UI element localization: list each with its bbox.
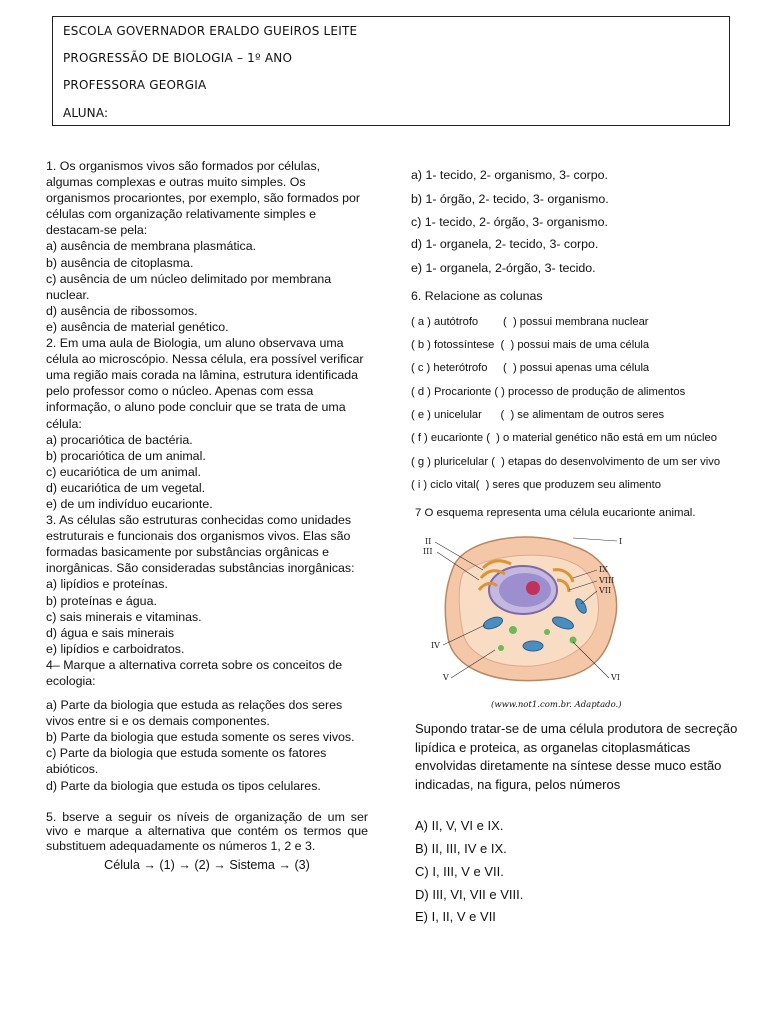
- q2-option-e: e) de um indivíduo eucarionte.: [46, 496, 213, 511]
- q6-row-g: ( g ) pluricelular ( ) etapas do desenvolvimento de um ser vivo: [411, 456, 721, 468]
- q6-row-b: ( b ) fotossíntese ( ) possui mais de uma célula: [411, 339, 650, 351]
- q2-option-c: c) eucariótica de um animal.: [46, 464, 201, 479]
- q4-option-b: b) Parte da biologia que estuda somente os seres vivos.: [46, 730, 355, 745]
- student-field[interactable]: ALUNA:: [63, 106, 109, 120]
- q5-option-c: c) 1- tecido, 2- órgão, 3- organismo.: [411, 215, 608, 229]
- q7-option-d: D) III, VI, VII e VIII.: [415, 887, 524, 902]
- q5-option-b: b) 1- órgão, 2- tecido, 3- organismo.: [411, 192, 609, 206]
- label-V: V: [443, 673, 449, 682]
- q4-option-c: c) Parte da biologia que estuda somente os fatores abióticos.: [46, 746, 327, 777]
- label-IX: IX: [599, 565, 608, 574]
- q7-option-b: B) II, III, IV e IX.: [415, 841, 507, 856]
- q7-stem: Supondo tratar-se de uma célula produtora de secreção lipídica e proteica, as organelas citoplasmáticas envolvidas diretamente na síntese desse muco estão indicadas, na figura, pelos números: [415, 721, 738, 792]
- q3-option-c: c) sais minerais e vitaminas.: [46, 609, 202, 624]
- q2-option-b: b) procariótica de um animal.: [46, 448, 206, 463]
- q6-row-a: ( a ) autótrofo ( ) possui membrana nuclear: [411, 316, 649, 328]
- q4-option-a: a) Parte da biologia que estuda as relações dos seres vivos entre si e os demais componentes.: [46, 698, 343, 729]
- header-box: [52, 16, 730, 126]
- q3-option-e: e) lipídios e carboidratos.: [46, 641, 185, 656]
- q5-option-d: d) 1- organela, 2- tecido, 3- corpo.: [411, 237, 599, 251]
- q2-option-d: d) eucariótica de um vegetal.: [46, 480, 206, 495]
- course-title: PROGRESSÃO DE BIOLOGIA – 1º ANO: [63, 51, 293, 65]
- q7-option-c: C) I, III, V e VII.: [415, 864, 504, 879]
- q4-option-d: d) Parte da biologia que estuda os tipos celulares.: [46, 778, 321, 793]
- q5-option-e: e) 1- organela, 2-órgão, 3- tecido.: [411, 261, 596, 275]
- label-VI: VI: [611, 673, 620, 682]
- label-III: III: [423, 547, 433, 556]
- label-VIII: VIII: [599, 576, 615, 585]
- label-II: II: [425, 537, 432, 546]
- figure-credit: (www.not1.com.br. Adaptado.): [491, 700, 622, 710]
- cell-diagram: [423, 528, 633, 688]
- q6-row-f: ( f ) eucarionte ( ) o material genético não está em um núcleo: [411, 432, 717, 444]
- q6-row-d: ( d ) Procarionte ( ) processo de produção de alimentos: [411, 386, 686, 398]
- q4-stem: 4– Marque a alternativa correta sobre os conceitos de ecologia:: [46, 657, 343, 688]
- nucleus: [489, 566, 557, 614]
- q5-option-a: a) 1- tecido, 2- organismo, 3- corpo.: [411, 168, 608, 182]
- left-column: [46, 158, 368, 873]
- q7-option-a: A) II, V, VI e IX.: [415, 818, 504, 833]
- q2-option-a: a) procariótica de bactéria.: [46, 432, 193, 447]
- q6-stem: 6. Relacione as colunas: [411, 289, 543, 303]
- q3-option-d: d) água e sais minerais: [46, 625, 175, 640]
- q1-option-e: e) ausência de material genético.: [46, 319, 229, 334]
- q1-option-a: a) ausência de membrana plasmática.: [46, 239, 257, 254]
- q7-title: 7 O esquema representa uma célula eucarionte animal.: [415, 507, 696, 519]
- q6-row-c: ( c ) heterótrofo ( ) possui apenas uma célula: [411, 362, 650, 374]
- q3-stem: 3. As células são estruturas conhecidas como unidades estruturais e funcionais dos organismos vivos. Elas são formadas basicamente por substâncias orgânicas e inorgânicas. São consideradas substâncias inorgânicas:: [46, 513, 355, 576]
- teacher-name: PROFESSORA GEORGIA: [63, 78, 207, 92]
- q6-row-e: ( e ) unicelular ( ) se alimentam de outros seres: [411, 409, 665, 421]
- q3-option-b: b) proteínas e água.: [46, 593, 157, 608]
- q5-formula: Célula → (1) → (2) → Sistema → (3): [104, 858, 310, 873]
- school-name: ESCOLA GOVERNADOR ERALDO GUEIROS LEITE: [63, 24, 358, 38]
- q1-option-b: b) ausência de citoplasma.: [46, 255, 194, 270]
- q1-option-d: d) ausência de ribossomos.: [46, 303, 198, 318]
- label-VII: VII: [599, 586, 612, 595]
- q7-option-e: E) I, II, V e VII: [415, 909, 496, 924]
- label-I: I: [619, 537, 623, 546]
- q5-stem: 5. bserve a seguir os níveis de organização de um ser vivo e marque a alternativa que contém os termos que substituem adequadamente os números 1, 2 e 3.: [46, 809, 368, 853]
- q2-stem: 2. Em uma aula de Biologia, um aluno observava uma célula ao microscópio. Nessa célula, era possível verificar uma região mais corada na lâmina, estrutura identificada pelo professor como o núcleo. Apenas com essa informação, o aluno pode concluir que se trata de uma célula:: [46, 336, 364, 431]
- label-IV: IV: [431, 641, 440, 650]
- q6-row-i: ( i ) ciclo vital( ) seres que produzem seu alimento: [411, 479, 661, 491]
- q1-stem: 1. Os organismos vivos são formados por células, algumas complexas e outras muito simples. Os organismos procariontes, por exemplo, são formados por células com organização relativamente simples e destacam-se pela:: [46, 159, 361, 238]
- q3-option-a: a) lipídios e proteínas.: [46, 577, 168, 592]
- q1-option-c: c) ausência de um núcleo delimitado por membrana nuclear.: [46, 271, 332, 302]
